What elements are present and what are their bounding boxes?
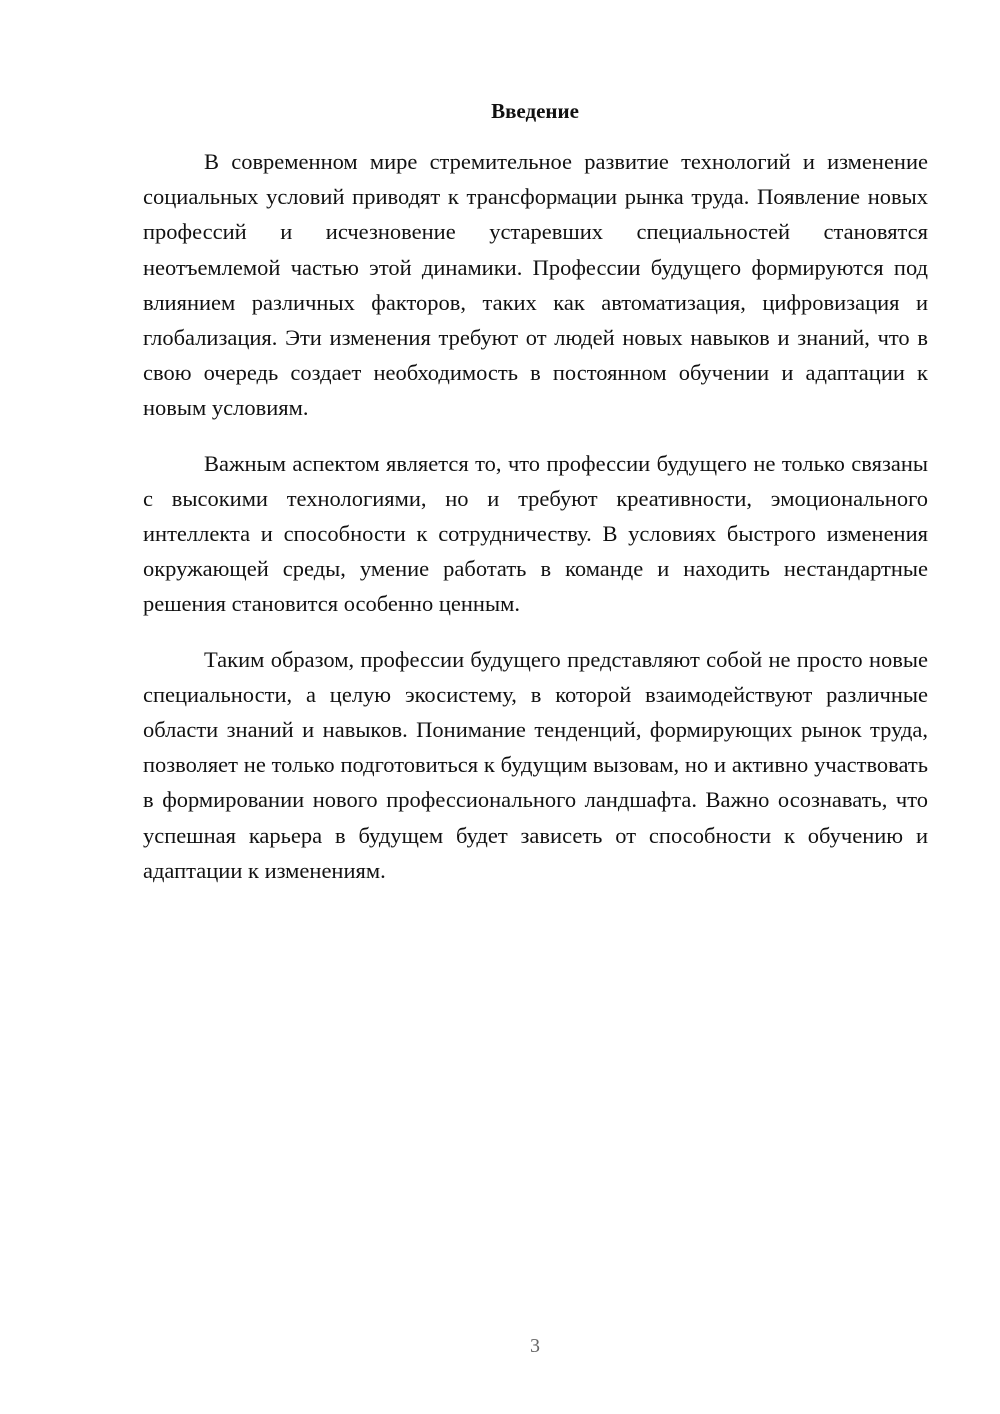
page-number: 3 bbox=[530, 1335, 540, 1357]
paragraph-2: Важным аспектом является то, что профессии будущего не только связаны с высокими технологиями, но и требуют креативности, эмоционального интеллекта и способности к сотрудничеству. В условиях быстрого изменения окружающей среды, умение работать в команде и находить нестандартные решения становится особенно ценным. bbox=[143, 450, 928, 617]
section-title: Введение bbox=[491, 99, 579, 123]
paragraph-3: Таким образом, профессии будущего представляют собой не просто новые специальности, а целую экосистему, в которой взаимодействуют различные области знаний и навыков. Понимание тенденций, формирующих рынок труда, позволяет не только подготовиться к будущим вызовам, но и активно участвовать в формировании нового профессионального ландшафта. Важно осознавать, что успешная карьера в будущем будет зависеть от способности к обучению и адаптации к изменениям. bbox=[143, 646, 928, 883]
body-text bbox=[143, 144, 928, 908]
paragraph-1: В современном мире стремительное развитие технологий и изменение социальных условий приводят к трансформации рынка труда. Появление новых профессий и исчезновение устаревших специальностей становятся неотъемлемой частью этой динамики. Профессии будущего формируются под влиянием различных факторов, таких как автоматизация, цифровизация и глобализация. Эти изменения требуют от людей новых навыков и знаний, что в свою очередь создает необходимость в постоянном обучении и адаптации к новым условиям. bbox=[143, 149, 928, 421]
